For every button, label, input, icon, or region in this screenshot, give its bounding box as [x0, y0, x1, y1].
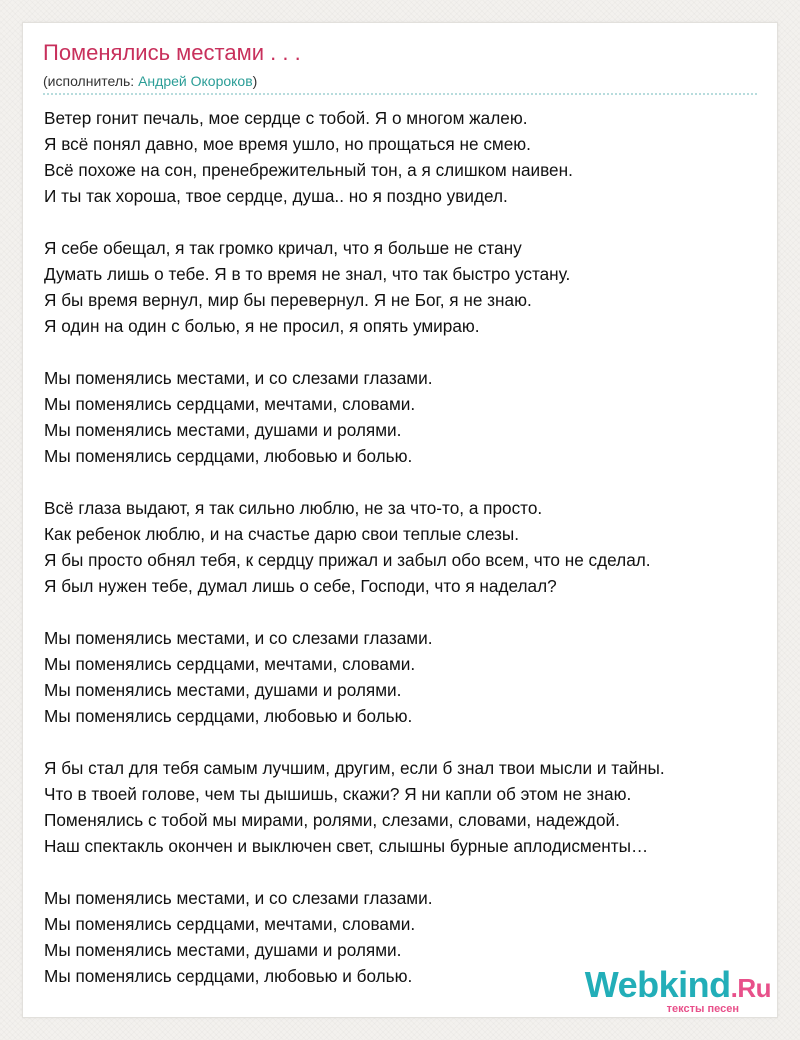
lyrics-stanza-3-chorus [44, 365, 769, 469]
lyrics-line: Мы поменялись местами, душами и ролями. [44, 680, 402, 700]
lyrics-line: Я всё понял давно, мое время ушло, но прощаться не смею. [44, 134, 531, 154]
artist-suffix: ) [252, 73, 258, 89]
lyrics-stanza-4 [44, 495, 769, 599]
lyrics-line: Я бы стал для тебя самым лучшим, другим, если б знал твои мысли и тайны. [44, 758, 665, 778]
lyrics-line: Мы поменялись местами, и со слезами глазами. [44, 628, 433, 648]
lyrics-line: Мы поменялись сердцами, любовью и болью. [44, 446, 413, 466]
lyrics-line: Я один на один с болью, я не просил, я опять умираю. [44, 316, 480, 336]
lyrics-line: Мы поменялись местами, и со слезами глазами. [44, 888, 433, 908]
lyrics-line: Думать лишь о тебе. Я в то время не знал, что так быстро устану. [44, 264, 571, 284]
lyrics-line: Поменялись с тобой мы мирами, ролями, слезами, словами, надеждой. [44, 810, 620, 830]
song-title: Поменялись местами . . . [43, 40, 301, 65]
artist-prefix: (исполнитель: [43, 73, 139, 89]
lyrics-line: Мы поменялись местами, и со слезами глазами. [44, 368, 433, 388]
watermark-tld: .Ru [730, 973, 771, 1003]
watermark-brand: Webkind [584, 964, 731, 1005]
lyrics-line: Мы поменялись местами, душами и ролями. [44, 940, 402, 960]
lyrics-line: Я был нужен тебе, думал лишь о себе, Господи, что я наделал? [44, 576, 557, 596]
lyrics-line: Наш спектакль окончен и выключен свет, слышны бурные аплодисменты… [44, 836, 649, 856]
lyrics-line: Мы поменялись сердцами, мечтами, словами. [44, 394, 416, 414]
lyrics-line: Мы поменялись местами, душами и ролями. [44, 420, 402, 440]
lyrics-line: Всё глаза выдают, я так сильно люблю, не за что-то, а просто. [44, 498, 543, 518]
lyrics-line: Я бы просто обнял тебя, к сердцу прижал и забыл обо всем, что не сделал. [44, 550, 651, 570]
lyrics-line: Я бы время вернул, мир бы перевернул. Я не Бог, я не знаю. [44, 290, 532, 310]
lyrics-line: Мы поменялись сердцами, мечтами, словами. [44, 654, 416, 674]
webkind-watermark [585, 966, 771, 1015]
lyrics-stanza-6 [44, 755, 769, 859]
lyrics-line: Мы поменялись сердцами, любовью и болью. [44, 706, 413, 726]
lyrics-line: И ты так хороша, твое сердце, душа.. но я поздно увидел. [44, 186, 508, 206]
artist-line [43, 72, 257, 90]
lyrics-stanza-1 [44, 105, 769, 209]
lyrics-line: Ветер гонит печаль, мое сердце с тобой. Я о многом жалею. [44, 108, 528, 128]
watermark-logo [585, 966, 771, 1007]
lyrics-card [22, 22, 778, 1018]
lyrics-body [44, 105, 769, 1015]
lyrics-stanza-2 [44, 235, 769, 339]
watermark-tagline: тексты песен [666, 1003, 739, 1015]
lyrics-line: Мы поменялись сердцами, любовью и болью. [44, 966, 413, 986]
lyrics-stanza-5-chorus [44, 625, 769, 729]
lyrics-line: Я себе обещал, я так громко кричал, что я больше не стану [44, 238, 522, 258]
lyrics-line: Как ребенок люблю, и на счастье дарю свои теплые слезы. [44, 524, 520, 544]
lyrics-line: Всё похоже на сон, пренебрежительный тон, а я слишком наивен. [44, 160, 573, 180]
title-divider [43, 93, 757, 95]
lyrics-line: Мы поменялись сердцами, мечтами, словами. [44, 914, 416, 934]
lyrics-line: Что в твоей голове, чем ты дышишь, скажи? Я ни капли об этом не знаю. [44, 784, 632, 804]
artist-link[interactable]: Андрей Окороков [138, 73, 253, 89]
